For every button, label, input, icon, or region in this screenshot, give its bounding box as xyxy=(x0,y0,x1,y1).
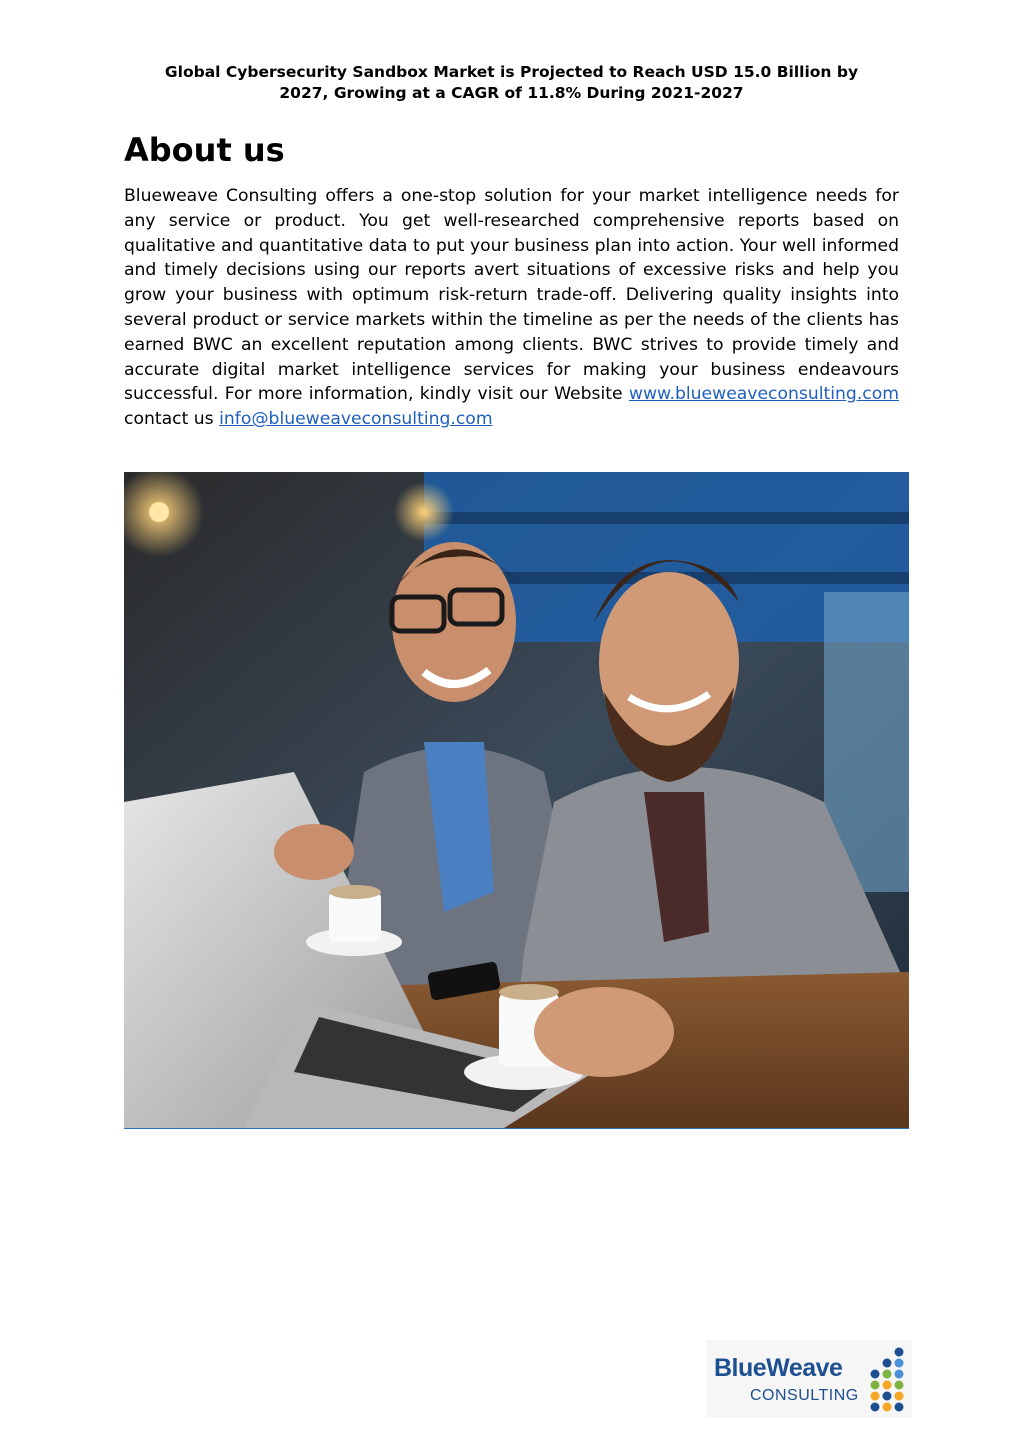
email-link[interactable]: info@blueweaveconsulting.com xyxy=(219,409,493,430)
office-photo xyxy=(124,472,909,1129)
contact-text: contact us xyxy=(124,409,214,430)
about-paragraph-text: Blueweave Consulting offers a one-stop solution for your market intelligence needs for any service or product. You get well-researched comprehensive reports based on qualitative and quantitative data to put your business plan into action. Your well informed and timely decisions using our reports avert situations of excessive risks and help you grow your business with optimum risk-return trade-off. Delivering quality insights into several product or service markets within the timeline as per the needs of the clients has earned BWC an excellent reputation among clients. BWC strives to provide timely and accurate digital market intelligence services for making your business endeavours successful. For more information, kindly visit our Website xyxy=(124,186,899,405)
document-header xyxy=(100,62,923,104)
logo-dots-icon xyxy=(861,1346,909,1414)
about-paragraph xyxy=(124,184,899,432)
about-title: About us xyxy=(124,131,285,169)
website-link[interactable]: www.blueweaveconsulting.com xyxy=(628,384,900,405)
header-line-2: 2027, Growing at a CAGR of 11.8% During 2021-2027 xyxy=(279,84,744,102)
header-line-1: Global Cybersecurity Sandbox Market is Projected to Reach USD 15.0 Billion by xyxy=(164,63,859,81)
blueweave-logo xyxy=(706,1340,912,1418)
logo-wordmark: BlueWeave xyxy=(714,1354,843,1382)
logo-subtitle: CONSULTING xyxy=(750,1387,859,1404)
